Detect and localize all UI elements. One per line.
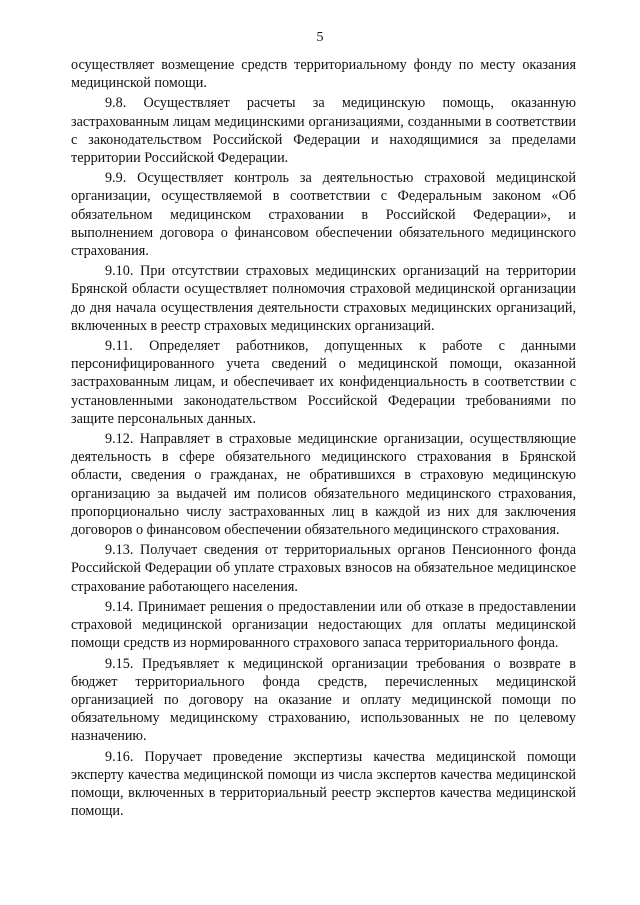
- paragraph-9-10: 9.10. При отсутствии страховых медицинских организаций на территории Брянской области осуществляет полномочия страховой медицинской организации до дня начала осуществления деятельности страховых медицинских организаций, включенных в реестр страховых медицинских организаций.: [71, 263, 576, 334]
- paragraph-9-12: 9.12. Направляет в страховые медицинские организации, осуществляющие деятельность в сфере обязательного медицинского страхования в Брянской области, сведения о гражданах, не обратившихся в страховую медицинскую организацию за выдачей им полисов обязательного медицинского страхования, пропорционально числу застрахованных лиц в каждой из них для заключения договоров о финансовом обеспечении обязательного медицинского страхования.: [71, 431, 576, 539]
- paragraph-9-13: 9.13. Получает сведения от территориальных органов Пенсионного фонда Российской Федерации об уплате страховых взносов на обязательное медицинское страхование работающего населения.: [71, 542, 576, 595]
- paragraph-9-15: 9.15. Предъявляет к медицинской организации требования о возврате в бюджет территориального фонда средств, перечисленных медицинской организацией по договору на оказание и оплату медицинской помощи по обязательному медицинскому страхованию, использованных не по целевому назначению.: [71, 655, 576, 745]
- paragraph-9-9: 9.9. Осуществляет контроль за деятельностью страховой медицинской организации, осуществляемой в соответствии с Федеральным законом «Об обязательном медицинском страховании в Российской Федерации», и выполнением договора о финансовом обеспечении обязательного медицинского страхования.: [71, 170, 576, 260]
- page-number: 5: [316, 30, 324, 45]
- paragraph-9-11: 9.11. Определяет работников, допущенных к работе с данными персонифицированного учета сведений о медицинской помощи, оказанной застрахованным лицам, и обеспечивает их конфиденциальность в соответствии с установленными законодательством Российской Федерации требованиями по защите персональных данных.: [71, 338, 576, 427]
- paragraph-9-8: 9.8. Осуществляет расчеты за медицинскую помощь, оказанную застрахованным лицам медицинскими организациями, созданными в соответствии с законодательством Российской Федерации и находящимися за пределами территории Российской Федерации.: [71, 95, 576, 167]
- paragraph-9-16: 9.16. Поручает проведение экспертизы качества медицинской помощи эксперту качества медицинской помощи из числа экспертов качества медицинской помощи, включенных в территориальный реестр экспертов качества медицинской помощи.: [71, 748, 576, 820]
- paragraph-9-14: 9.14. Принимает решения о предоставлении или об отказе в предоставлении страховой медицинской организации недостающих для оплаты медицинской помощи средств из нормированного страхового запаса территориального фонда.: [71, 598, 576, 652]
- document-body: [71, 56, 576, 822]
- paragraph-continuation: осуществляет возмещение средств территориальному фонду по месту оказания медицинской помощи.: [71, 57, 576, 92]
